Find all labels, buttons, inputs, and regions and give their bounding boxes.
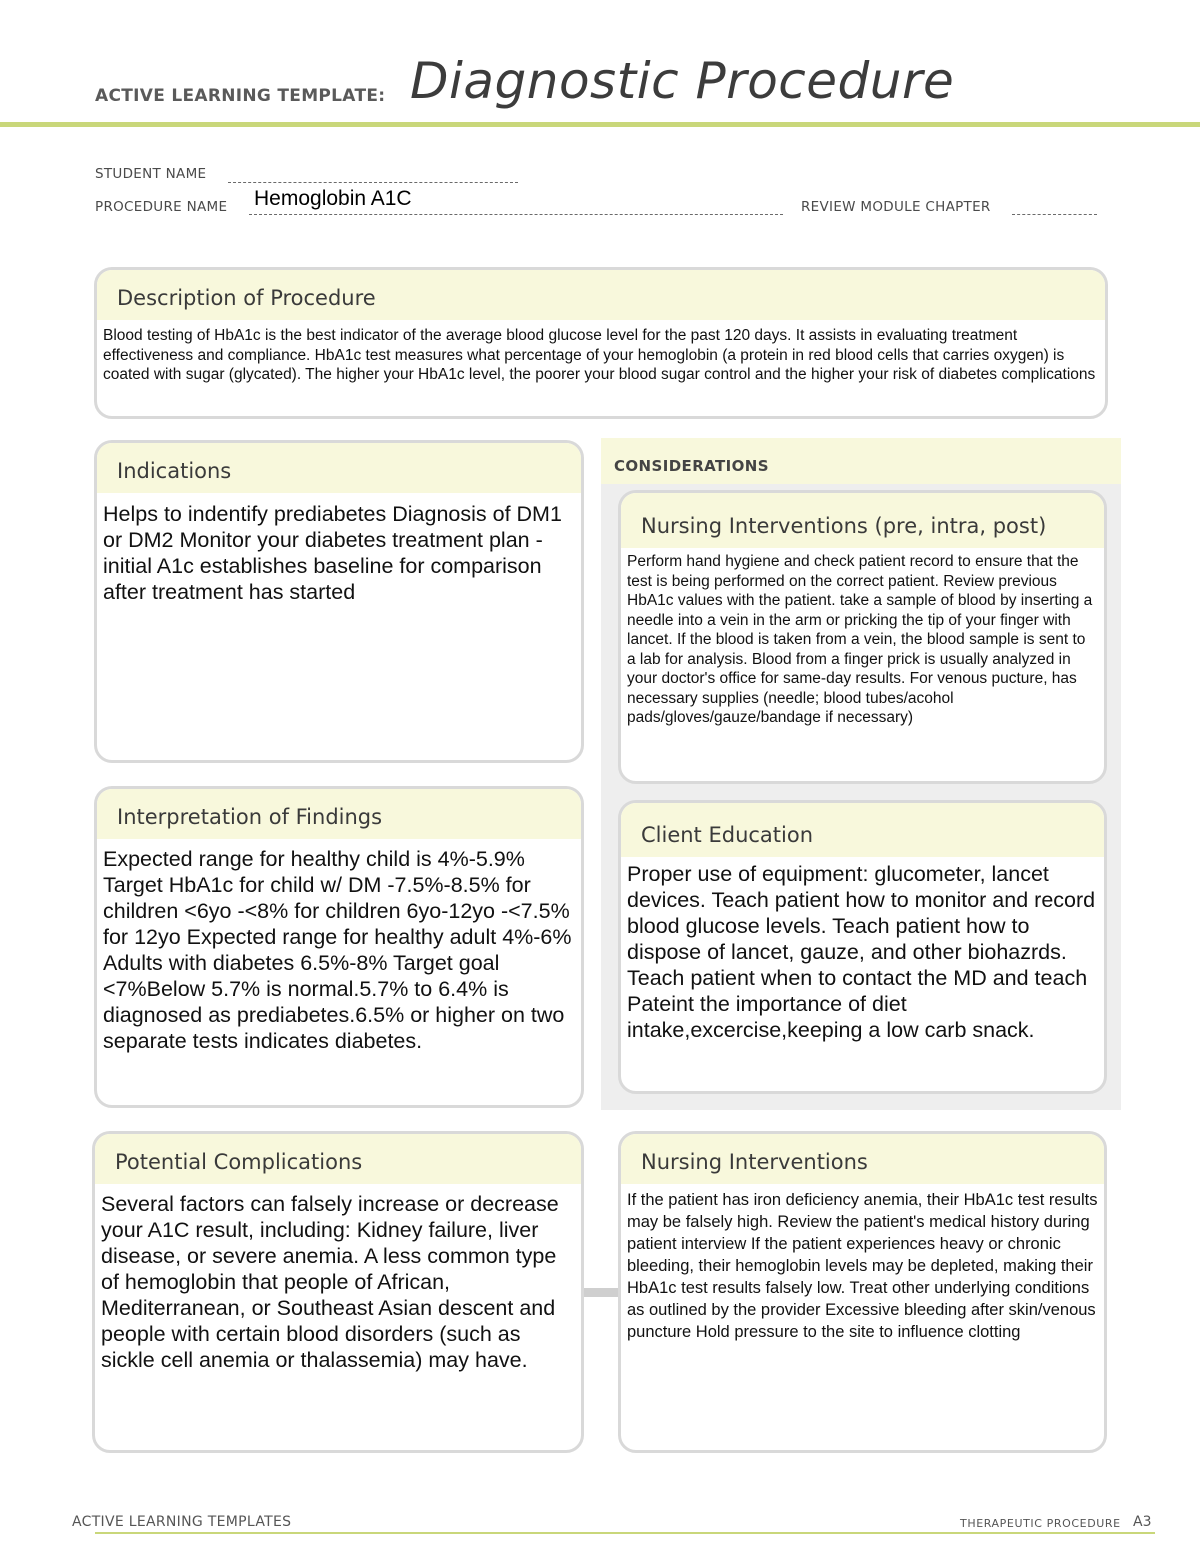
nursing-pre-intra-post-body[interactable]: Perform hand hygiene and check patient record to ensure that the test is being performed on the correct patient. Review previous HbA1c values with the patient. take a sample of blood by inserting a needle into a vein in the arm or pricking the tip of your finger with lancet. If the blood is taken from a vein, the blood sample is sent to a lab for analysis. Blood from a finger prick is usually analyzed in your doctor's office for same-day results. For venous pucture, has necessary supplies (needle; blood tubes/acohol pads/gloves/gauze/bandage if necessary) xyxy=(627,553,1093,726)
client-education-box xyxy=(618,800,1107,1094)
description-box xyxy=(94,267,1108,419)
interpretation-title: Interpretation of Findings xyxy=(97,789,581,839)
procedure-name-field[interactable] xyxy=(249,214,783,215)
nursing-pre-intra-post-box xyxy=(618,490,1107,784)
client-education-title: Client Education xyxy=(621,803,1104,857)
complications-box xyxy=(92,1131,584,1453)
nursing-pre-intra-post-title: Nursing Interventions (pre, intra, post) xyxy=(621,493,1104,548)
nursing-interventions-title: Nursing Interventions xyxy=(621,1134,1104,1184)
nursing-interventions-body[interactable]: If the patient has iron deficiency anemia, their HbA1c test results may be falsely high. Review the patient's medical history during patient interview If the patient experiences heavy or chronic bleeding, their hemoglobin levels may be depleted, making their HbA1c test results falsely low. Treat other underlying conditions as outlined by the provider Excessive bleeding after skin/venous puncture Hold pressure to the site to influence clotting xyxy=(627,1191,1098,1341)
review-module-field[interactable] xyxy=(1012,214,1097,215)
description-title: Description of Procedure xyxy=(97,270,1105,320)
nursing-interventions-box xyxy=(618,1131,1107,1453)
procedure-name-label: PROCEDURE NAME xyxy=(95,199,228,215)
complications-body[interactable]: Several factors can falsely increase or decrease your A1C result, including: Kidney failure, liver disease, or severe anemia. A less common type of hemoglobin that people of African, Mediterranean, or Southeast Asian descent and people with certain blood disorders (such as sickle cell anemia or thalassemia) may have. xyxy=(101,1192,559,1372)
footer-section: THERAPEUTIC PROCEDURE xyxy=(960,1517,1121,1530)
complications-title: Potential Complications xyxy=(95,1134,581,1184)
footer-left: ACTIVE LEARNING TEMPLATES xyxy=(72,1514,292,1530)
page-title: Diagnostic Procedure xyxy=(410,52,955,110)
footer-rule xyxy=(95,1532,1155,1534)
interpretation-box xyxy=(94,786,584,1108)
page-number: A3 xyxy=(1133,1514,1152,1530)
considerations-label: CONSIDERATIONS xyxy=(614,457,769,475)
client-education-body[interactable]: Proper use of equipment: glucometer, lancet devices. Teach patient how to monitor and record blood glucose levels. Teach patient how to dispose of lancet, gauze, and other biohazrds. Teach patient when to contact the MD and teach Pateint the importance of diet intake,excercise,keeping a low carb snack. xyxy=(627,862,1096,1042)
interpretation-body[interactable]: Expected range for healthy child is 4%-5.9% Target HbA1c for child w/ DM -7.5%-8.5% for children <6yo -<8% for children 6yo-12yo -<7.5% for 12yo Expected range for healthy adult 4%-6% Adults with diabetes 6.5%-8% Target goal <7%Below 5.7% is normal.5.7% to 6.4% is diagnosed as prediabetes.6.5% or higher on two separate tests indicates diabetes. xyxy=(103,847,572,1053)
header-rule xyxy=(0,122,1200,127)
indications-title: Indications xyxy=(97,443,581,493)
review-module-label: REVIEW MODULE CHAPTER xyxy=(801,199,991,215)
box-connector xyxy=(581,1288,621,1297)
student-name-label: STUDENT NAME xyxy=(95,166,207,182)
indications-box xyxy=(94,440,584,763)
indications-body[interactable]: Helps to indentify prediabetes Diagnosis of DM1 or DM2 Monitor your diabetes treatment plan -initial A1c establishes baseline for comparison after treatment has started xyxy=(103,502,562,604)
description-body[interactable]: Blood testing of HbA1c is the best indicator of the average blood glucose level for the past 120 days. It assists in evaluating treatment effectiveness and compliance. HbA1c test measures what percentage of your hemoglobin (a protein in red blood cells that carries oxygen) is coated with sugar (glycated). The higher your HbA1c level, the poorer your blood sugar control and the higher your risk of diabetes complications xyxy=(103,327,1096,383)
template-label: ACTIVE LEARNING TEMPLATE: xyxy=(95,86,386,106)
student-name-field[interactable] xyxy=(228,182,518,183)
procedure-name-value: Hemoglobin A1C xyxy=(254,187,412,210)
